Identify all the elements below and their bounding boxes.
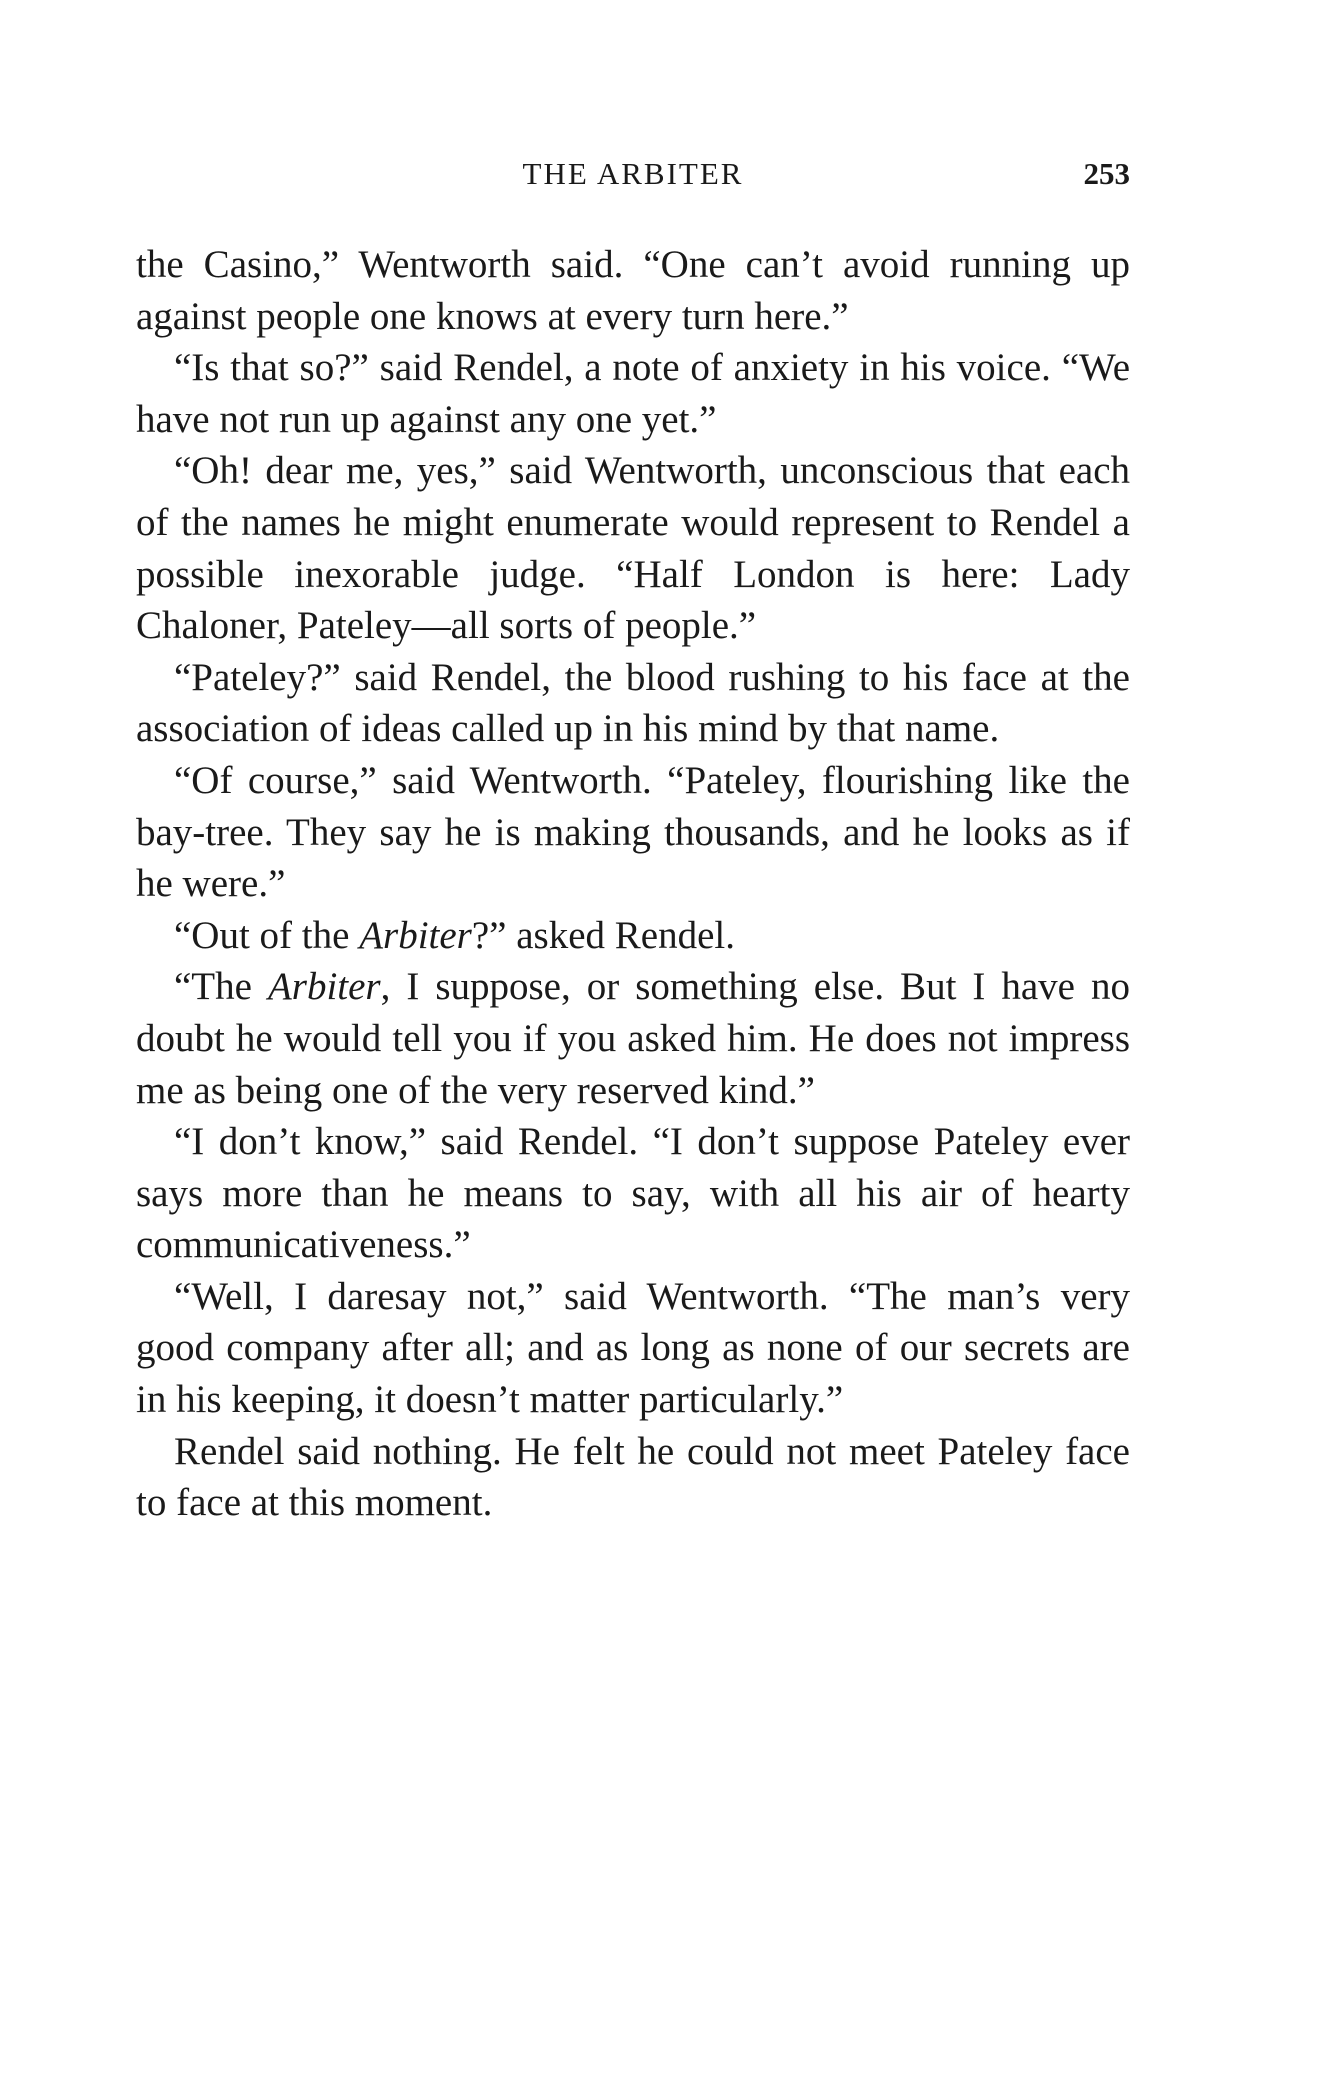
paragraph	[136, 342, 1130, 445]
italic-text: Arbiter	[267, 965, 381, 1009]
paragraph	[136, 239, 1130, 342]
running-head	[136, 156, 1130, 206]
text-run: “Pateley?” said Rendel, the blood rushing to his face at the association of ideas called up in his mind by that name.	[136, 655, 1130, 751]
text-run: “Out of the	[174, 913, 360, 957]
text-run: , I suppose, or something else. But I have no doubt he would tell you if you asked him. He does not impress me as being one of the very reserved kind.”	[136, 965, 1130, 1112]
paragraph	[136, 910, 1130, 962]
paragraph	[136, 755, 1130, 910]
paragraph	[136, 652, 1130, 755]
italic-text: Arbiter	[359, 913, 472, 957]
text-run: “The	[174, 965, 268, 1009]
paragraph	[136, 1116, 1130, 1271]
paragraph	[136, 1426, 1130, 1529]
text-run: “Well, I daresay not,” said Wentworth. “The man’s very good company after all; and as long as none of our secrets are in his keeping, it doesn’t matter particularly.”	[136, 1274, 1130, 1422]
page-number: 253	[1083, 156, 1130, 191]
body-text	[136, 239, 1130, 1529]
text-run: ?” asked Rendel.	[471, 913, 736, 957]
paragraph	[136, 961, 1130, 1116]
running-title: THE ARBITER	[522, 156, 744, 191]
text-run: “Is that so?” said Rendel, a note of anxiety in his voice. “We have not run up against any one yet.”	[136, 346, 1130, 441]
paragraph	[136, 1271, 1130, 1426]
paragraph	[136, 445, 1130, 651]
text-run: Rendel said nothing. He felt he could not meet Pateley face to face at this moment.	[136, 1429, 1130, 1525]
text-run: “I don’t know,” said Rendel. “I don’t suppose Pateley ever says more than he means to say, with all his air of hearty communicativeness.”	[136, 1120, 1130, 1267]
text-run: “Of course,” said Wentworth. “Pateley, flourishing like the bay-tree. They say he is making thousands, and he looks as if he were.”	[136, 758, 1130, 906]
text-run: the Casino,” Wentworth said. “One can’t avoid running up against people one knows at every turn here.”	[136, 243, 1130, 338]
text-run: “Oh! dear me, yes,” said Wentworth, unconscious that each of the names he might enumerate would represent to Rendel a possible inexorable judge. “Half London is here: Lady Chaloner, Pateley—all sorts of people.”	[136, 449, 1130, 648]
